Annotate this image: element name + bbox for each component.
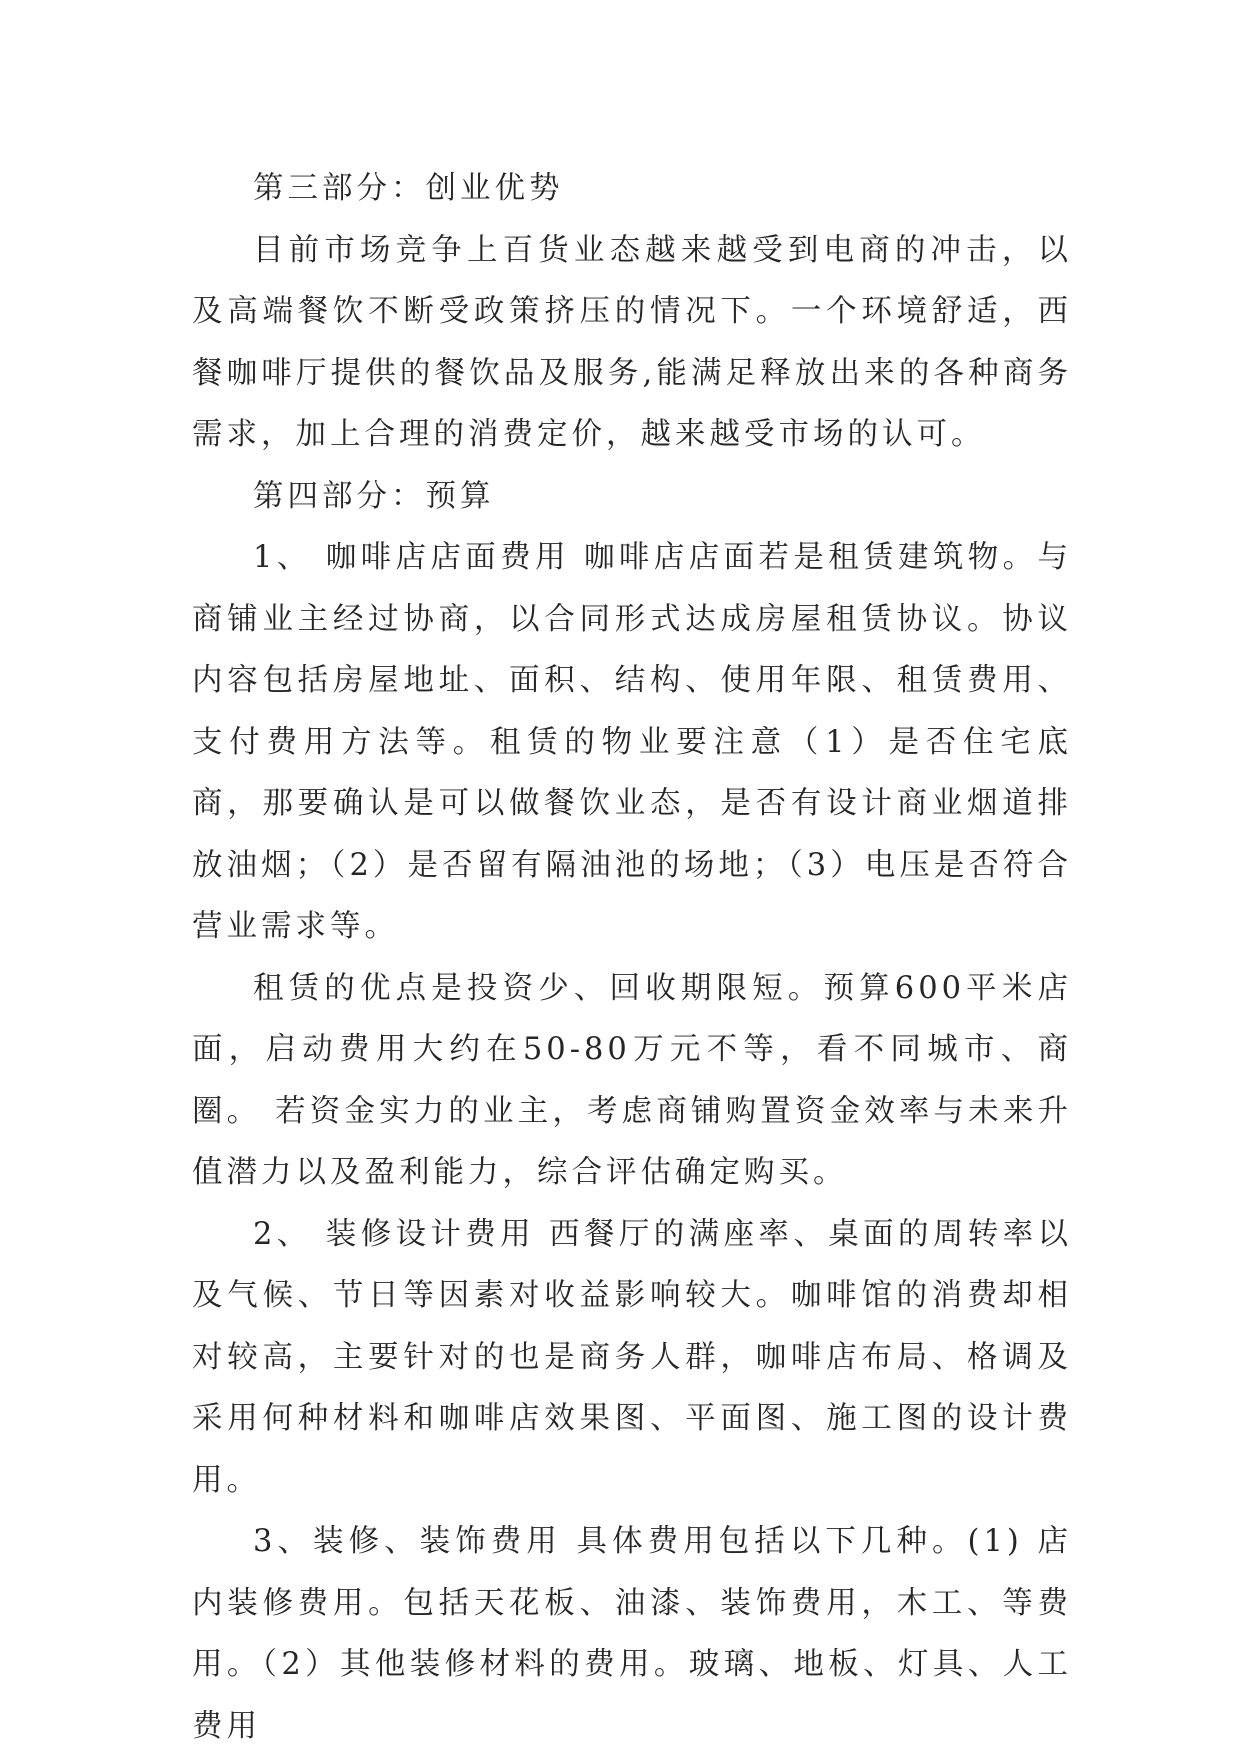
document-body <box>192 158 1072 1757</box>
paragraph-storefront-cost: 1、 咖啡店店面费用 咖啡店店面若是租赁建筑物。与商铺业主经过协商，以合同形式达成房屋租赁协议。协议内容包括房屋地址、面积、结构、使用年限、租赁费用、支付费用方法等。租赁的物业要注意（1）是否住宅底商，那要确认是可以做餐饮业态，是否有设计商业烟道排放油烟；（2）是否留有隔油池的场地；（3）电压是否符合营业需求等。 <box>192 540 1072 944</box>
paragraph-lease-advantages: 租赁的优点是投资少、回收期限短。预算600平米店面，启动费用大约在50-80万元不等，看不同城市、商圈。 若资金实力的业主，考虑商铺购置资金效率与未来升值潜力以及盈利能力，综合评估确定购买。 <box>192 970 1072 1190</box>
paragraph-decoration-cost: 3、装修、装饰费用 具体费用包括以下几种。(1) 店内装修费用。包括天花板、油漆、装饰费用，木工、等费用。（2）其他装修材料的费用。玻璃、地板、灯具、人工费用 <box>192 1524 1072 1744</box>
paragraph-design-cost: 2、 装修设计费用 西餐厅的满座率、桌面的周转率以及气候、节日等因素对收益影响较大。咖啡馆的消费却相对较高，主要针对的也是商务人群，咖啡店布局、格调及采用何种材料和咖啡店效果图、平面图、施工图的设计费用。 <box>192 1216 1072 1498</box>
paragraph-market-competition: 目前市场竞争上百货业态越来越受到电商的冲击，以及高端餐饮不断受政策挤压的情况下。一个环境舒适，西餐咖啡厅提供的餐饮品及服务,能满足释放出来的各种商务需求，加上合理的消费定价，越来越受市场的认可。 <box>192 232 1072 452</box>
section-heading-budget: 第四部分：预算 <box>253 478 495 514</box>
section-heading-advantages: 第三部分：创业优势 <box>253 171 564 206</box>
